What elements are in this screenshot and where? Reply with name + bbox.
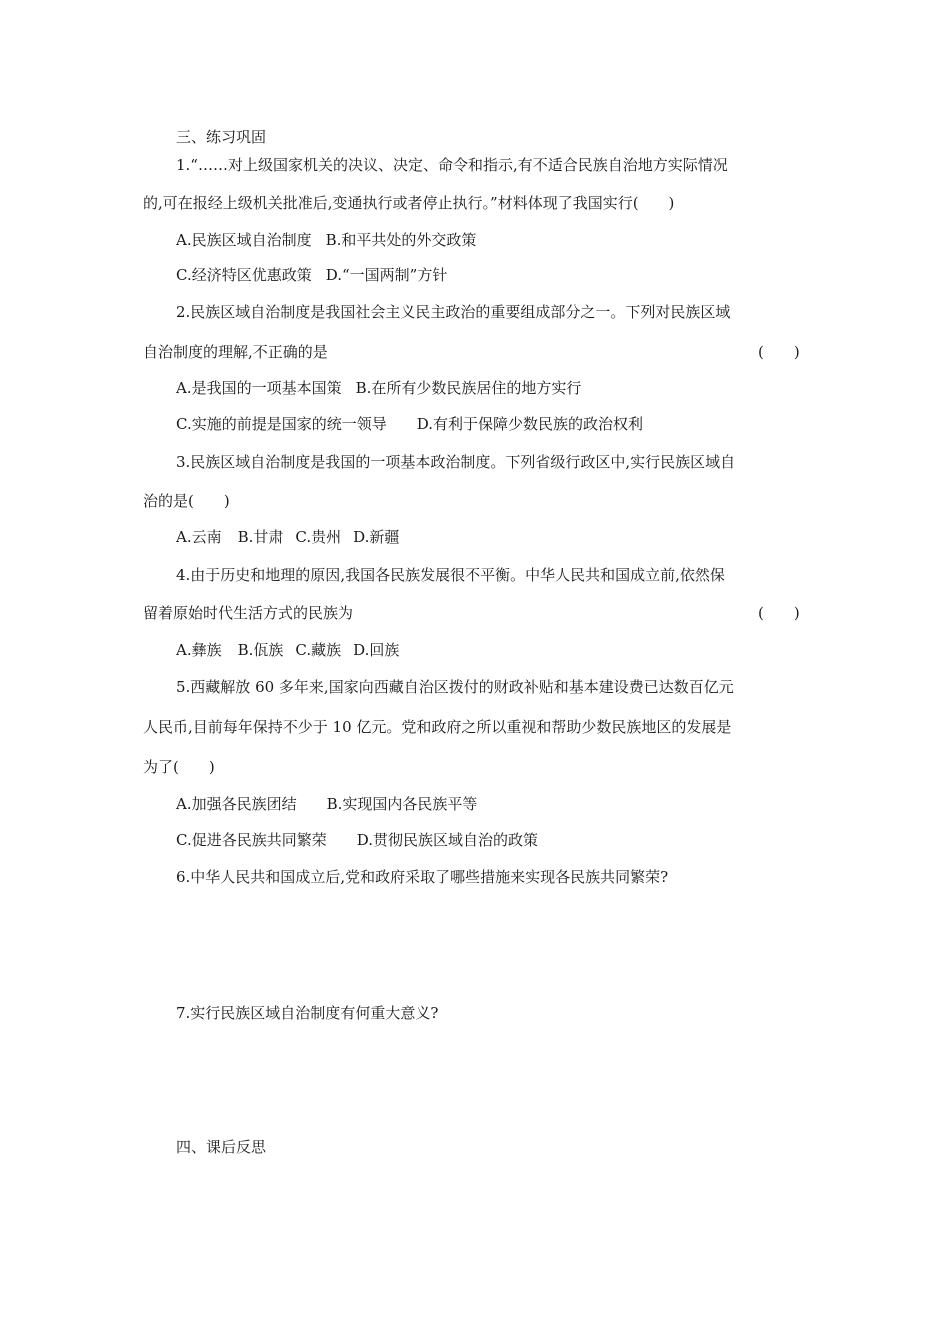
option-d: D.“一国两制”方针 xyxy=(325,266,448,284)
option-a: A.加强各民族团结 xyxy=(176,795,297,813)
question-3-line-2: 治的是( ) xyxy=(143,492,230,510)
section-heading-reflection: 四、课后反思 xyxy=(176,1138,267,1156)
option-c: C.藏族 xyxy=(295,641,342,659)
question-5-options-ab xyxy=(176,794,477,814)
question-5-line-2: 人民币,目前每年保持不少于 10 亿元。党和政府之所以重视和帮助少数民族地区的发展是 xyxy=(143,718,732,736)
question-3-line-1: 3.民族区域自治制度是我国的一项基本政治制度。下列省级行政区中,实行民族区域自 xyxy=(176,453,736,471)
option-a: A.是我国的一项基本国策 xyxy=(176,379,342,397)
question-3-options xyxy=(176,527,399,547)
answer-paren: ( ) xyxy=(758,604,800,622)
question-2-options-ab xyxy=(176,378,581,398)
question-2-options-cd xyxy=(176,414,643,434)
option-a: A.民族区域自治制度 xyxy=(176,231,312,249)
option-c: C.促进各民族共同繁荣 xyxy=(176,831,327,849)
option-a: A.云南 xyxy=(176,528,222,546)
option-c: C.贵州 xyxy=(295,528,342,546)
question-2-line-2: 自治制度的理解,不正确的是 xyxy=(143,343,328,361)
question-4-options xyxy=(176,640,399,660)
question-1-options-ab xyxy=(176,230,476,250)
option-c: C.经济特区优惠政策 xyxy=(176,266,312,284)
option-d: D.贯彻民族区域自治的政策 xyxy=(356,831,538,849)
question-5-options-cd xyxy=(176,830,538,850)
question-4-line-1: 4.由于历史和地理的原因,我国各民族发展很不平衡。中华人民共和国成立前,依然保 xyxy=(176,566,725,584)
option-b: B.和平共处的外交政策 xyxy=(325,231,477,249)
question-6: 6.中华人民共和国成立后,党和政府采取了哪些措施来实现各民族共同繁荣? xyxy=(176,868,669,886)
option-a: A.彝族 xyxy=(176,641,222,659)
question-2-line-1: 2.民族区域自治制度是我国社会主义民主政治的重要组成部分之一。下列对民族区域 xyxy=(176,303,731,321)
option-b: B.佤族 xyxy=(237,641,284,659)
answer-paren: ( ) xyxy=(758,343,800,361)
option-d: D.新疆 xyxy=(353,528,400,546)
section-heading-practice: 三、练习巩固 xyxy=(176,128,267,146)
question-5-line-1: 5.西藏解放 60 多年来,国家向西藏自治区拨付的财政补贴和基本建设费已达数百亿元 xyxy=(176,678,734,696)
option-b: B.实现国内各民族平等 xyxy=(326,795,478,813)
question-1-options-cd xyxy=(176,265,447,285)
question-1-line-1: 1.“……对上级国家机关的决议、决定、命令和指示,有不适合民族自治地方实际情况 xyxy=(176,156,728,174)
option-d: D.有利于保障少数民族的政治权利 xyxy=(416,415,643,433)
option-b: B.甘肃 xyxy=(237,528,284,546)
option-b: B.在所有少数民族居住的地方实行 xyxy=(355,379,582,397)
question-1-line-2: 的,可在报经上级机关批准后,变通执行或者停止执行。”材料体现了我国实行( ) xyxy=(143,194,675,212)
question-5-line-3: 为了( ) xyxy=(143,758,215,776)
option-c: C.实施的前提是国家的统一领导 xyxy=(176,415,387,433)
option-d: D.回族 xyxy=(353,641,400,659)
question-4-line-2: 留着原始时代生活方式的民族为 xyxy=(143,604,354,622)
question-7: 7.实行民族区域自治制度有何重大意义? xyxy=(176,1004,439,1022)
